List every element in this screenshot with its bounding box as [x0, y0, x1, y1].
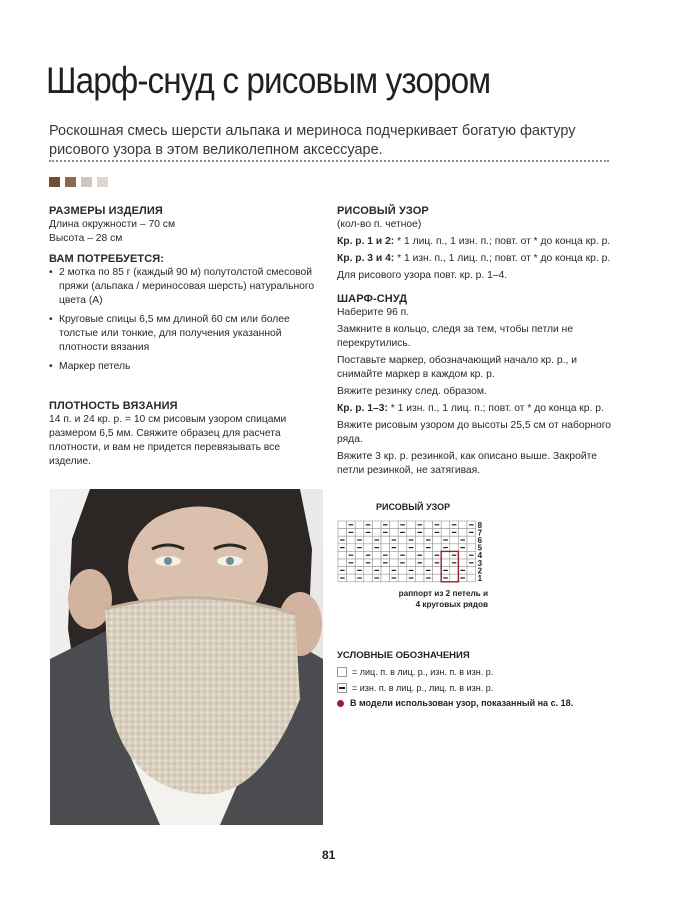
chart-cell [398, 544, 407, 552]
chart-row-label: 3 [477, 558, 483, 568]
pattern-row-text: * 1 изн. п., 1 лиц. п.; повт. от * до конца кр. р. [394, 253, 611, 264]
chart-cell [381, 574, 390, 582]
chart-cell [424, 521, 433, 529]
materials-item [49, 313, 319, 355]
chart-cell [390, 559, 399, 567]
chart-row-label: 4 [477, 551, 483, 561]
legend-item [337, 683, 493, 693]
chart-cell [338, 551, 347, 559]
chart-cell [407, 551, 416, 559]
chart-cell [424, 529, 433, 537]
pattern-note-text: В модели использован узор, показанный на с. 18. [350, 698, 574, 708]
chart-row-label: 1 [477, 574, 483, 583]
chart-cell [415, 574, 424, 582]
chart-cell [407, 529, 416, 537]
chart-cell [381, 536, 390, 544]
chart-row-label: 2 [477, 566, 483, 576]
pattern-note [337, 698, 573, 708]
chart-cell [364, 544, 373, 552]
chart-cell [398, 567, 407, 575]
chart-cell [398, 536, 407, 544]
chart-cell [407, 559, 416, 567]
bullet-icon: • [49, 314, 53, 325]
chart-cell [415, 544, 424, 552]
snood-line: Наберите 96 п. [337, 307, 410, 318]
chart-cell [390, 521, 399, 529]
materials-item [49, 360, 319, 374]
chart-cell [467, 567, 476, 575]
rib-row-text: * 1 изн. п., 1 лиц. п.; повт. от * до конца кр. р. [387, 403, 604, 414]
pattern-row [337, 252, 612, 266]
chart-title: РИСОВЫЙ УЗОР [376, 502, 451, 512]
chart-cell [458, 559, 467, 567]
color-swatch [49, 177, 60, 187]
lead-paragraph: Роскошная смесь шерсти альпака и мериноса подчеркивает богатую фактуру рисового узора в этом великолепном аксессуаре. [49, 123, 576, 158]
pattern-row-label: Кр. р. 1 и 2: [337, 236, 395, 247]
chart-cell [355, 529, 364, 537]
gauge-heading: ПЛОТНОСТЬ ВЯЗАНИЯ [49, 400, 178, 412]
legend-item [337, 667, 493, 677]
gauge-text: 14 п. и 24 кр. р. = 10 см рисовым узором спицами размером 6,5 мм. Свяжите образец для расчета плотности, и вам не придется перевязывать все изделие. [49, 414, 287, 467]
legend-title: УСЛОВНЫЕ ОБОЗНАЧЕНИЯ [337, 650, 470, 661]
rice-pattern-subheading: (кол-во п. четное) [337, 219, 422, 230]
pattern-repeat: Для рисового узора повт. кр. р. 1–4. [337, 270, 508, 281]
chart-cell [338, 559, 347, 567]
pattern-row-label: Кр. р. 3 и 4: [337, 253, 395, 264]
bullet-icon: • [49, 361, 53, 372]
chart-cell [407, 521, 416, 529]
note-bullet-icon [337, 700, 344, 707]
chart-cell [433, 536, 442, 544]
bullet-icon: • [49, 267, 53, 278]
chart-row-label: 6 [477, 536, 483, 545]
chart-cell [441, 551, 450, 559]
color-swatch [81, 177, 92, 187]
snood-line: Вяжите рисовым узором до высоты 25,5 см от наборного ряда. [337, 420, 612, 445]
chart-cell [355, 559, 364, 567]
chart-cell [347, 567, 356, 575]
chart-caption: раппорт из 2 петель и 4 круговых рядов [398, 589, 488, 609]
chart-cell [450, 574, 459, 582]
chart-cell [441, 529, 450, 537]
chart-cell [441, 521, 450, 529]
chart-cell [458, 529, 467, 537]
chart-row-label: 5 [477, 543, 483, 553]
chart-cell [450, 544, 459, 552]
chart-cell [458, 521, 467, 529]
snood-line: Вяжите резинку след. образом. [337, 386, 487, 397]
legend-item-text: = изн. п. в лиц. р., лиц. п. в изн. р. [352, 683, 494, 693]
chart-cell [381, 567, 390, 575]
rib-row-label: Кр. р. 1–3: [337, 403, 388, 414]
chart-cell [372, 521, 381, 529]
color-swatches [49, 177, 108, 187]
pattern-row-text: * 1 лиц. п., 1 изн. п.; повт. от * до конца кр. р. [394, 236, 611, 247]
chart-cell [372, 529, 381, 537]
chart-cell [372, 551, 381, 559]
materials-item-text: Круговые спицы 6,5 мм длиной 60 см или более толстые или тонкие, для получения указанной плотности вязания [59, 314, 290, 353]
chart-cell [415, 536, 424, 544]
materials-item-text: 2 мотка по 85 г (каждый 90 м) полутолстой смесовой пряжи (альпака / мериносовая шерсть) натурального цвета (А) [59, 267, 315, 306]
snood-line: Вяжите 3 кр. р. резинкой, как описано выше. Закройте петли резинкой, не затягивая. [337, 451, 597, 476]
chart-cell [433, 544, 442, 552]
chart-row-label: 7 [477, 528, 483, 538]
chart-cell [441, 559, 450, 567]
chart-cell [467, 574, 476, 582]
chart-cell [364, 574, 373, 582]
chart-cell [390, 529, 399, 537]
rib-row [337, 402, 612, 416]
chart-cell [424, 559, 433, 567]
chart-cell [347, 536, 356, 544]
model-photo-illustration [50, 489, 323, 825]
left-column [49, 204, 319, 469]
chart-cell [364, 536, 373, 544]
right-column [337, 204, 612, 481]
chart-cell [433, 567, 442, 575]
snood-heading: ШАРФ-СНУД [337, 293, 408, 305]
chart-cell [450, 536, 459, 544]
chart-cell [398, 574, 407, 582]
chart-cell [467, 536, 476, 544]
chart-cell [338, 521, 347, 529]
rice-pattern-heading: РИСОВЫЙ УЗОР [337, 205, 429, 217]
chart-cell [347, 574, 356, 582]
model-photo [50, 489, 323, 825]
chart-cell [355, 551, 364, 559]
legend-item-text: = лиц. п. в лиц. р., изн. п. в изн. р. [352, 667, 494, 677]
chart-row-label: 8 [477, 520, 483, 530]
pattern-row [337, 235, 612, 249]
chart-cell [458, 551, 467, 559]
snood-line: Замкните в кольцо, следя за тем, чтобы петли не перекрутились. [337, 324, 574, 349]
chart-cell [467, 544, 476, 552]
chart-cell [424, 551, 433, 559]
materials-item [49, 266, 319, 308]
color-swatch [97, 177, 108, 187]
chart-cell [381, 544, 390, 552]
color-swatch [65, 177, 76, 187]
chart-cell [450, 567, 459, 575]
materials-heading: ВАМ ПОТРЕБУЕТСЯ: [49, 253, 165, 265]
materials-item-text: Маркер петель [59, 361, 131, 372]
chart-cell [390, 551, 399, 559]
page-title: Шарф-снуд с рисовым узором [46, 60, 491, 101]
dotted-divider [49, 160, 609, 162]
sizes-heading: РАЗМЕРЫ ИЗДЕЛИЯ [49, 205, 163, 217]
chart-cell [355, 521, 364, 529]
chart-cell [433, 574, 442, 582]
page-number: 81 [322, 848, 336, 862]
knit-stitch-icon [337, 667, 347, 677]
chart-cell [372, 559, 381, 567]
size-line: Высота – 28 см [49, 233, 123, 244]
purl-stitch-icon [337, 683, 347, 693]
rice-pattern-chart [337, 520, 497, 586]
snood-line: Поставьте маркер, обозначающий начало кр. р., и снимайте маркер в каждом кр. р. [337, 355, 577, 380]
chart-cell [364, 567, 373, 575]
size-line: Длина окружности – 70 см [49, 219, 176, 230]
chart-cell [415, 567, 424, 575]
chart-cell [347, 544, 356, 552]
chart-cell [338, 529, 347, 537]
